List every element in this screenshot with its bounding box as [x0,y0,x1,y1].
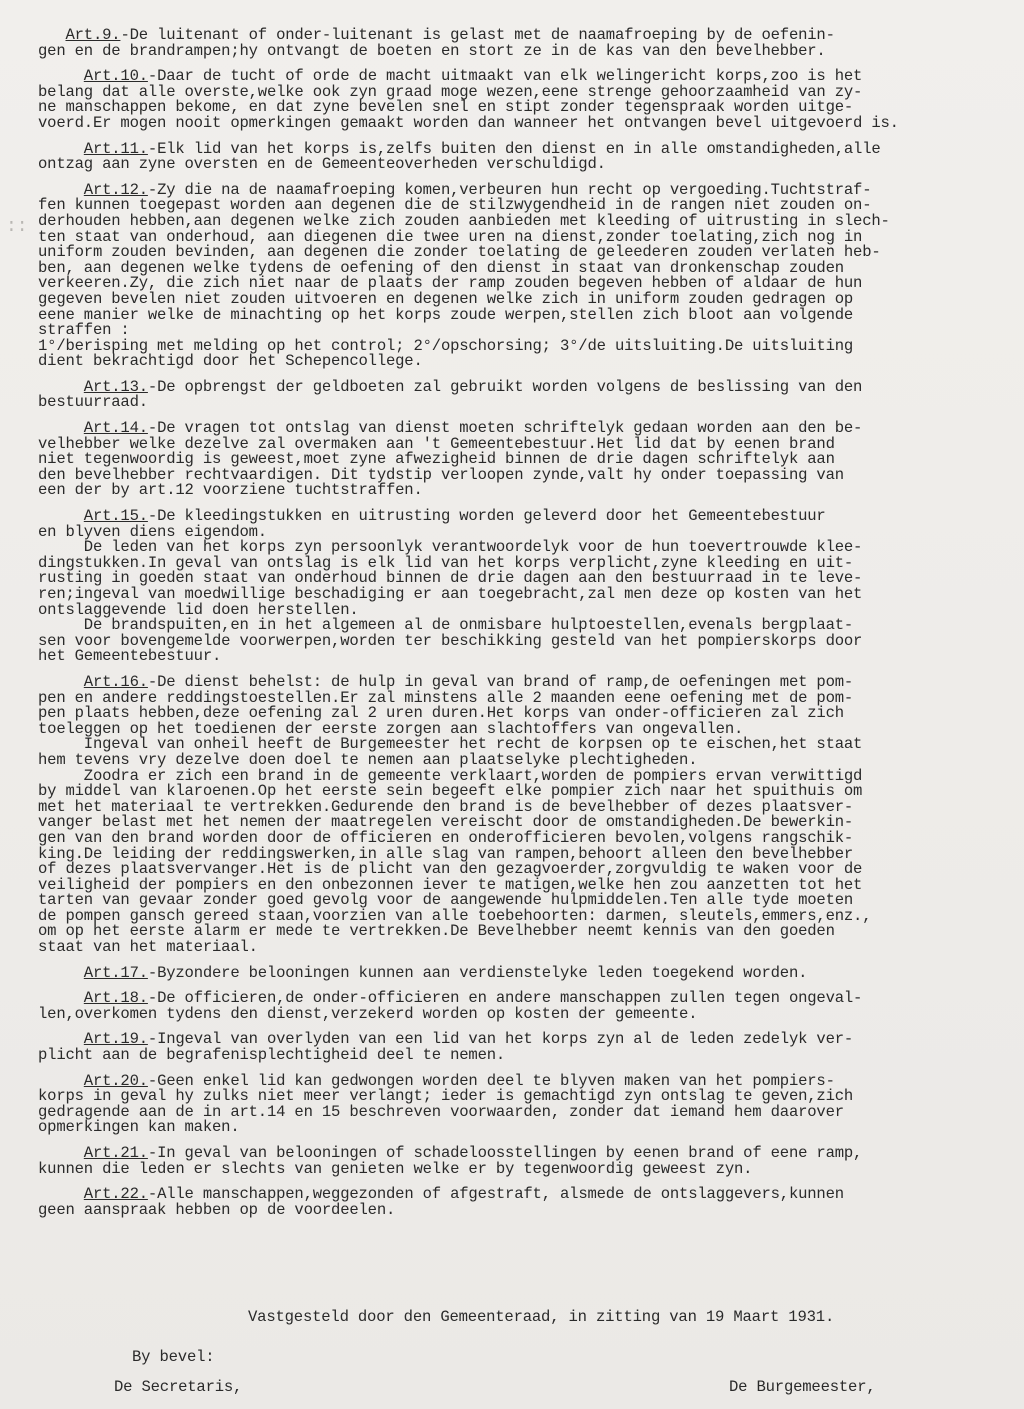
article-line: de pompen gansch gereed staan,voorzien van alle toebehoorten: darmen, sleutels,emmers,enz., [38,906,872,925]
article-label: Art.14. [83,419,148,438]
article-line: Art.20.-Geen enkel lid kan gedwongen worden deel te blyven maken van het pompiers- [83,1071,835,1090]
article-line: plicht aan de begrafenisplechtigheid deel te nemen. [38,1046,506,1065]
article-line: De leden van het korps zyn persoonlyk verantwoordelyk voor de hun toevertrouwde klee- [38,538,863,557]
article-line: sen voor bovengemelde voorwerpen,worden ter beschikking gesteld van het pompierskorps door [38,631,863,650]
article-line: straffen : [38,321,130,340]
article-line: De brandspuiten,en in het algemeen al de onmisbare hulptoestellen,evenals bergplaat- [38,616,854,635]
article-line: 1°/berisping met melding op het control; 2°/opschorsing; 3°/de uitsluiting.De uitsluiting [38,336,854,355]
mayor-signature: De Burgemeester, [729,1378,876,1396]
article-line: vanger belast met het nemen der maatregelen vereischt door de omstandigheden.De bewerkin- [38,813,854,832]
article-line: ne manschappen bekome, en dat zyne bevelen snel en stipt zonder tegenspraak worden uitge- [38,98,854,117]
article-line: Art.21.-In geval van belooningen of schadeloosstellingen by eenen brand of eene ramp, [83,1144,863,1162]
article-12 [38,180,1010,371]
article-line: velhebber welke dezelve zal overmaken aan 't Gemeentebestuur.Het lid dat by eenen brand [38,434,835,453]
article-13 [38,377,1010,412]
article-19 [38,1032,1010,1063]
article-line: gen van den brand worden door de officieren en onderofficieren bevolen,volgens rangschik- [38,828,854,847]
article-line: Art.13.-De opbrengst der geldboeten zal gebruikt worden volgens de beslissing van den [83,377,863,396]
article-line: verkeeren.Zy, die zich niet naar de plaats der ramp zouden begeven hebben of aldaar de hun [38,274,863,293]
article-20 [38,1071,1010,1137]
article-line: staat van het materiaal. [38,938,258,957]
article-line: uniform zouden bevinden, aan degenen die zonder toelating de geleederen zouden verlaten heb- [38,243,881,262]
article-label: Art.16. [83,672,148,691]
article-line: pen plaats hebben,deze oefening zal 2 uren duren.Het korps van onder-officieren zal zich [38,704,844,723]
article-line: bestuurraad. [38,393,148,412]
article-22 [38,1187,1010,1218]
article-label: Art.20. [83,1071,148,1090]
article-line: Art.22.-Alle manschappen,weggezonden of afgestraft, alsmede de ontslaggevers,kunnen [83,1185,844,1204]
article-line: hem tevens vry dezelve doen doel te nemen aan plaatselyke plechtigheden. [38,750,698,769]
article-line: toeleggen op het toedienen der eerste zorgen aan slachtoffers van ongevallen. [38,719,744,738]
article-label: Art.18. [83,989,148,1008]
article-line: veiligheid der pompiers en den onbezonnen iever te matigen,welke hen zou aanzetten tot het [38,875,863,894]
article-line: korps in geval hy zulks niet meer verlangt; ieder is gemachtigd zyn ontslag te geven,zich [38,1087,854,1106]
adoption-line: Vastgesteld door den Gemeenteraad, in zitting van 19 Maart 1931. [248,1308,835,1326]
article-line: Art.19.-Ingeval van overlyden van een lid van het korps zyn al de leden zedelyk ver- [83,1030,854,1049]
article-9 [38,28,1010,59]
article-line: rusting in goeden staat van onderhoud binnen de drie dagen aan den bestuurraad in te leve- [38,569,863,588]
article-line: king.De leiding der reddingswerken,in alle slag van rampen,behoort alleen den bevelhebber [38,844,854,863]
article-line: Art.15.-De kleedingstukken en uitrusting worden geleverd door het Gemeentebestuur [83,507,826,526]
article-line: gedragende aan de in art.14 en 15 beschreven voorwaarden, zonder dat iemand hem daarover [38,1102,844,1121]
article-line: by middel van klaroenen.Op het eerste sein begeeft elke pompier zich naar het spuithuis om [38,782,863,801]
article-label: Art.19. [83,1030,148,1049]
article-line: gen en de brandrampen;hy ontvangt de boeten en stort ze in de kas van den bevelhebber. [38,41,826,60]
article-line: met het materiaal te vertrekken.Gedurende den brand is de bevelhebber of dezes plaatsver- [38,797,854,816]
article-label: Art.15. [83,507,148,526]
article-line: ontslaggevende lid doen herstellen. [38,600,359,619]
article-line: of dezes plaatsvervanger.Het is de plicht van den gezagvoerder,zorgvuldig te waken voor de [38,860,863,879]
article-21 [38,1146,1010,1177]
article-label: Art.12. [83,180,148,199]
article-line: fen kunnen toegepast worden aan degenen die de stilzwygendheid in de rangen niet zouden on- [38,196,872,215]
article-18 [38,991,1010,1022]
article-label: Art.21. [83,1144,148,1162]
article-10 [38,69,1010,131]
article-line: geen aanspraak hebben op de voordeelen. [38,1200,396,1219]
article-line: len,overkomen tydens den dienst,verzekerd worden op kosten der gemeente. [38,1004,698,1023]
article-label: Art.22. [83,1185,148,1204]
article-line: en blyven diens eigendom. [38,522,267,541]
article-line: opmerkingen kan maken. [38,1118,240,1137]
article-line: eene manier welke de minachting op het korps zoude werpen,stellen zich bloot aan volgende [38,305,854,324]
article-label: Art.10. [83,67,148,86]
article-line: ten staat van onderhoud, aan diegenen die twee uren na dienst,zonder toelating,zich nog in [38,227,863,246]
article-line: derhouden hebben,aan degenen welke zich zouden aanbieden met kleeding of uitrusting in slech- [38,211,890,230]
article-label: Art.11. [83,139,148,158]
article-line: het Gemeentebestuur. [38,647,222,666]
article-17 [38,963,1010,982]
article-line: gegeven bevelen niet zouden uitvoeren en degenen welke zich in uniform zouden gedragen op [38,289,854,308]
articles-body [38,28,1010,1218]
article-label: Art.9. [65,26,121,44]
article-line: Art.16.-De dienst behelst: de hulp in geval van brand of ramp,de oefeningen met pom- [83,672,854,691]
article-line: Art.18.-De officieren,de onder-officieren en andere manschappen zullen tegen ongeval- [83,989,863,1008]
secretary-signature: De Secretaris, [114,1378,243,1396]
article-label: Art.17. [83,963,148,982]
article-line: dingstukken.In geval van ontslag is elk lid van het korps verplicht,zyne kleeding en uit- [38,553,854,572]
article-line: kunnen die leden er slechts van genieten welke er by tegenwoordig geweest zyn. [38,1159,753,1178]
article-line: ben, aan degenen welke tydens de oefening of den dienst in staat van dronkenschap zouden [38,258,844,277]
article-line: tarten van gevaar zonder goed gevolg voor de aangewende hulpmiddelen.Ten alle tyde moeten [38,891,854,910]
article-line: niet tegenwoordig is geweest,moet zyne afwezigheid binnen de drie dagen schriftelyk aan [38,450,835,469]
article-line: Art.11.-Elk lid van het korps is,zelfs buiten den dienst en in alle omstandigheden,alle [83,139,881,158]
article-line: Zoodra er zich een brand in de gemeente verklaart,worden de pompiers ervan verwittigd [38,766,863,785]
article-16 [38,672,1010,957]
article-line: Art.9.-De luitenant of onder-luitenant is gelast met de naamafroeping by de oefenin- [65,26,835,44]
article-line: een der by art.12 voorziene tuchtstraffen. [38,481,423,500]
article-line: belang dat alle overste,welke ook zyn graad moge wezen,eene strenge gehoorzaamheid van zy- [38,82,863,101]
article-line: den bevelhebber rechtvaardigen. Dit tydstip verloopen zynde,valt hy onder toepassing van [38,465,844,484]
article-15 [38,509,1010,665]
article-line: om op het eerste alarm er mede te vertrekken.De Bevelhebber neemt kennis van den goeden [38,922,835,941]
article-line: Art.10.-Daar de tucht of orde de macht uitmaakt van elk welingericht korps,zoo is het [83,67,863,86]
article-label: Art.13. [83,377,148,396]
article-line: Art.12.-Zy die na de naamafroeping komen,verbeuren hun recht op vergoeding.Tuchtstraf- [83,180,872,199]
article-14 [38,421,1010,499]
article-line: pen en andere reddingstoestellen.Er zal minstens alle 2 maanden eene oefening met de pom- [38,688,854,707]
article-line: Art.14.-De vragen tot ontslag van dienst moeten schriftelyk gedaan worden aan den be- [83,419,863,438]
article-line: dient bekrachtigd door het Schepencollege. [38,352,423,371]
punch-hole-mark: :: [6,217,28,237]
article-line: ren;ingeval van moedwillige beschadiging er aan toegebracht,zal men deze op kosten van het [38,585,863,603]
article-11 [38,139,1010,174]
article-line: Ingeval van onheil heeft de Burgemeester het recht de korpsen op te eischen,het staat [38,735,863,754]
article-line: voerd.Er mogen nooit opmerkingen gemaakt worden dan wanneer het ontvangen bevel uitgevoerd is. [38,113,899,132]
by-order-label: By bevel: [132,1348,215,1366]
article-line: Art.17.-Byzondere belooningen kunnen aan verdienstelyke leden toegekend worden. [83,963,808,982]
article-line: ontzag aan zyne oversten en de Gemeenteoverheden verschuldigd. [38,155,606,174]
